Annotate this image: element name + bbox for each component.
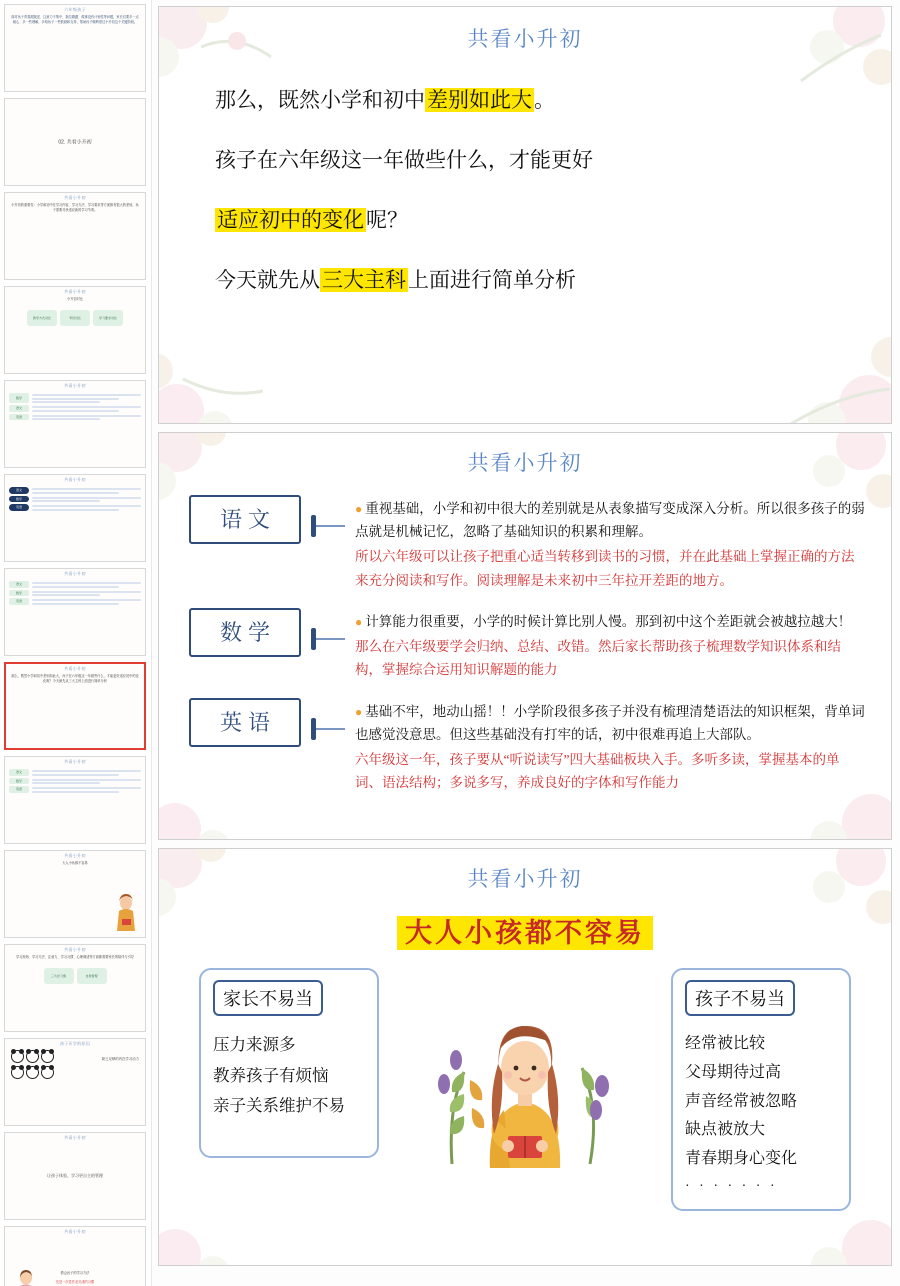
- panda-icon: [26, 1050, 39, 1063]
- thumb-blob: 教学方式对比: [27, 310, 57, 326]
- thumb-row: [9, 414, 141, 421]
- thumb-title: 共看小升初: [64, 477, 86, 482]
- thumb-row: [9, 769, 141, 776]
- panda-icon: [41, 1050, 54, 1063]
- thumb-line: [32, 509, 119, 511]
- subject-detail: 计算能力很重要，小学的时候计算比别人慢。那到初中这个差距就会被越拉越大！: [365, 613, 852, 629]
- list-item: 教养孩子有烦恼: [213, 1065, 329, 1085]
- thumb-lines: [32, 590, 141, 597]
- thumb-tag: 数学: [9, 590, 29, 597]
- list-item: 压力来源多: [213, 1035, 296, 1054]
- list-item: 亲子关系维护不易: [213, 1096, 345, 1116]
- panda-icon: [11, 1050, 24, 1063]
- thumb-line: [32, 586, 119, 588]
- list-item[interactable]: [4, 286, 146, 374]
- thumb-title: 共看小升初: [64, 1229, 86, 1234]
- list-item[interactable]: [4, 1226, 146, 1286]
- list-item[interactable]: [4, 944, 146, 1032]
- thumb-row: [9, 786, 141, 793]
- thumb-tag: 英语: [9, 504, 29, 511]
- text-run: 呢？: [366, 208, 408, 232]
- thumb-center-label: 小升初对比: [67, 297, 83, 301]
- list-item[interactable]: [4, 380, 146, 468]
- list-item[interactable]: [4, 756, 146, 844]
- girl-illustration-icon: [113, 893, 139, 933]
- thumb-row-group: [9, 581, 141, 605]
- thumb-lines: [32, 769, 141, 776]
- text-run: 孩子在六年级这一年做些什么，才能更好: [215, 148, 593, 172]
- banner-text: 大人小孩都不容易: [397, 916, 653, 950]
- thumb-lines: [32, 405, 141, 412]
- thumb-row-group: [9, 487, 141, 511]
- list-item: 经常被比较: [685, 1035, 766, 1052]
- thumb-cover-label: 02. 共看小升初: [58, 139, 92, 146]
- text-run: 上面进行简单分析: [408, 268, 576, 292]
- thumb-line: [32, 505, 141, 507]
- thumb-row: [9, 778, 141, 785]
- thumb-title: 共看小升初: [64, 666, 86, 671]
- slide-3[interactable]: [158, 848, 892, 1266]
- text-run: 今天就先从: [215, 268, 320, 292]
- panda-icon: [26, 1066, 39, 1079]
- thumb-line: [32, 394, 141, 396]
- list-item[interactable]: [4, 98, 146, 186]
- thumb-line: [32, 603, 119, 605]
- thumb-row: [9, 405, 141, 412]
- thumb-note: 先是一次性作业完成的习惯: [55, 1279, 95, 1284]
- thumb-line: [32, 774, 119, 776]
- thumb-line: [32, 406, 141, 408]
- thumb-row: [9, 393, 141, 403]
- page-title: 共看小升初: [467, 27, 583, 51]
- card-list: [213, 1030, 365, 1122]
- thumb-line: [32, 770, 141, 772]
- thumb-tag: 数学: [9, 778, 29, 785]
- panda-icon: [11, 1066, 24, 1079]
- thumb-title: 共看小升初: [64, 383, 86, 388]
- thumb-line: [32, 582, 141, 584]
- subject-detail: 重视基础，小学和初中很大的差别就是从表象描写变成深入分析。所以很多孩子的弱点就是机械记忆，忽略了基础知识的积累和理解。: [355, 501, 865, 540]
- floral-decoration-icon: [719, 285, 892, 424]
- thumb-blob: 学习要求对比: [93, 310, 123, 326]
- list-item[interactable]: [4, 192, 146, 280]
- highlight-run: 差别如此大: [427, 88, 532, 112]
- thumb-lines: [32, 393, 141, 403]
- thumb-line: [32, 401, 100, 403]
- list-item: 父母期待过高: [685, 1063, 782, 1081]
- thumb-tag: 数学: [9, 496, 29, 503]
- thumb-title: 孩子厌学的原因: [59, 1041, 91, 1046]
- thumb-line: [32, 599, 141, 601]
- paragraph: [215, 139, 835, 181]
- thumb-line: [32, 594, 100, 596]
- thumb-blob-group: [5, 310, 145, 326]
- thumb-line: [32, 418, 100, 420]
- subject-label: 数学: [189, 608, 301, 657]
- subject-row-chinese: [189, 495, 865, 592]
- girl-illustration-icon: [430, 968, 620, 1168]
- panda-icon-group: [11, 1066, 145, 1079]
- thumb-line: [32, 791, 119, 793]
- thumb-row: [9, 487, 141, 494]
- subject-detail: 基础不牢，地动山摇！！小学阶段很多孩子并没有梳理清楚语法的知识框架，背单词也感觉没意思。但这些基础没有打牢的话，初中很难再追上大部队。: [355, 703, 865, 742]
- paragraph: [215, 259, 835, 301]
- parent-card: [199, 968, 379, 1158]
- thumb-title: 共看小升初: [64, 947, 86, 952]
- subject-list: [189, 495, 865, 794]
- thumb-blob: 三大好习惯: [44, 968, 74, 984]
- list-item[interactable]: [4, 474, 146, 562]
- thumb-title: 共看小升初: [64, 1135, 86, 1140]
- thumb-row: [9, 598, 141, 605]
- connector-line: [311, 698, 345, 740]
- subject-detail-highlight: 所以六年级可以让孩子把重心适当转移到读书的习惯，并在此基础上掌握正确的方法来充分阅读和写作。阅读理解是未来初中三年拉开差距的地方。: [355, 549, 855, 588]
- list-item: 缺点被放大: [685, 1121, 766, 1139]
- connector-line: [311, 608, 345, 650]
- thumb-center-label: 让孩子体验、学习更自主的管理: [47, 1173, 103, 1178]
- thumb-tag: 语文: [9, 487, 29, 494]
- subject-label: 语文: [189, 495, 301, 544]
- subject-text: [355, 698, 865, 795]
- bullet-icon: ●: [355, 614, 363, 629]
- slide-1-body: [215, 79, 835, 301]
- text-run: 那么，既然小学和初中: [215, 88, 425, 112]
- thumb-row-group: [9, 769, 141, 793]
- thumb-line: [32, 410, 119, 412]
- thumb-tag: 英语: [9, 598, 29, 605]
- bullet-icon: ●: [355, 704, 363, 719]
- thumb-lines: [32, 504, 141, 511]
- thumb-body: 小升初的重要性：小学和初中在学习内容、学习方法、学习要求等方面都有很大的差别，孩子需要尽快适应新的学习节奏。: [11, 203, 139, 212]
- thumb-row: [9, 590, 141, 597]
- thumb-center-label: 教会孩子的学习方法: [60, 1271, 90, 1275]
- page-title: 共看小升初: [467, 867, 583, 891]
- list-item: 声音经常被忽略: [685, 1092, 798, 1110]
- thumb-body: 学习规划、学习方法、注意力、学习习惯、心理调适等方面都需要家长的陪伴与引导: [16, 955, 134, 959]
- paragraph: [215, 199, 835, 241]
- thumb-center-label: 大人小孩都不容易: [62, 861, 88, 865]
- list-item[interactable]: [4, 850, 146, 938]
- text-run: 。: [534, 88, 555, 112]
- list-item-ellipsis: · · · · · · ·: [685, 1178, 778, 1194]
- list-item[interactable]: [4, 4, 146, 92]
- thumb-title: 共看小升初: [64, 195, 86, 200]
- thumb-lines: [32, 598, 141, 605]
- card-title: 孩子不易当: [685, 980, 795, 1016]
- connector-line: [311, 495, 345, 537]
- child-card: [671, 968, 851, 1211]
- thumb-row: [9, 504, 141, 511]
- thumb-tag: 英语: [9, 414, 29, 421]
- thumb-line: [32, 500, 100, 502]
- thumb-line: [32, 488, 141, 490]
- slide-1[interactable]: [158, 6, 892, 424]
- list-item[interactable]: [4, 568, 146, 656]
- list-item: 青春期身心变化: [685, 1150, 798, 1168]
- thumb-note: 缺乏足够的内在学习动力: [101, 1057, 139, 1061]
- thumb-lines: [32, 496, 141, 503]
- panda-icon: [41, 1066, 54, 1079]
- thumb-lines: [32, 786, 141, 793]
- card-list: [685, 1030, 837, 1199]
- thumb-lines: [32, 778, 141, 785]
- thumb-row: [9, 496, 141, 503]
- subject-text: [355, 495, 865, 592]
- thumb-line: [32, 492, 119, 494]
- thumb-tag: 数学: [9, 393, 29, 403]
- thumb-title: 共看小升初: [64, 853, 86, 858]
- card-title: 家长不易当: [213, 980, 323, 1016]
- thumb-tag: 英语: [9, 786, 29, 793]
- thumb-body: 那么，既然小学和初中差别如此大，孩子在六年级这一年做些什么，才能更好适应初中的变化呢？今天就先从三大主科上面进行简单分析: [11, 674, 139, 683]
- thumb-line: [32, 782, 100, 784]
- highlight-run: 适应初中的变化: [217, 208, 364, 232]
- list-item-selected[interactable]: [4, 662, 146, 750]
- thumb-title: 共看小升初: [64, 289, 86, 294]
- thumb-tag: 语文: [9, 581, 29, 588]
- thumb-blob-group: [5, 968, 145, 984]
- slide-editor-pane: [152, 0, 900, 1286]
- girl-reading-icon: [13, 1267, 39, 1286]
- page-title: 共看小升初: [467, 451, 583, 475]
- thumb-title: 共看小升初: [64, 759, 86, 764]
- thumb-line: [32, 591, 141, 593]
- bullet-icon: ●: [355, 502, 363, 516]
- thumb-lines: [32, 487, 141, 494]
- list-item[interactable]: [4, 1132, 146, 1220]
- floral-decoration-icon: [158, 299, 313, 424]
- subject-row-english: [189, 698, 865, 795]
- thumb-body: 面对孩子青春期叛逆、注意力不集中、拖拉磨蹭、做事没有计划性等问题，家长们要多一点耐心、多一些理解，多给孩子一些鼓励和支持，帮助孩子顺利度过小升初这个关键阶段。: [11, 15, 139, 24]
- thumb-line: [32, 398, 119, 400]
- slide-thumbnail-sidebar[interactable]: [0, 0, 152, 1286]
- highlight-run: 三大主科: [322, 268, 406, 292]
- thumb-line: [32, 787, 141, 789]
- subject-text: [355, 608, 865, 682]
- thumb-line: [32, 497, 141, 499]
- thumb-line: [32, 779, 141, 781]
- girl-with-book-illustration: [430, 968, 620, 1168]
- thumb-lines: [32, 581, 141, 588]
- subject-row-math: [189, 608, 865, 682]
- subject-detail-highlight: 六年级这一年，孩子要从“听说读写”四大基础板块入手。多听多读，掌握基本的单词、语法结构；多说多写，养成良好的字体和写作能力: [355, 751, 840, 791]
- subject-label: 英语: [189, 698, 301, 747]
- card-row: [199, 968, 851, 1211]
- thumb-blob: 考试对比: [60, 310, 90, 326]
- paragraph: [215, 79, 835, 121]
- thumb-tag: 语文: [9, 405, 29, 412]
- thumb-tag: 语文: [9, 769, 29, 776]
- subject-detail-highlight: 那么在六年级要学会归纳、总结、改错。然后家长帮助孩子梳理数学知识体系和结构，掌握综合运用知识解题的能力: [355, 639, 841, 678]
- thumb-line: [32, 415, 141, 417]
- banner-heading: [159, 911, 891, 950]
- thumb-blob: 自我管理: [77, 968, 107, 984]
- thumb-row: [9, 581, 141, 588]
- list-item[interactable]: [4, 1038, 146, 1126]
- thumb-row-group: [9, 393, 141, 420]
- thumb-title: 六年级孩子: [64, 7, 86, 12]
- slide-2[interactable]: [158, 432, 892, 840]
- thumb-title: 共看小升初: [64, 571, 86, 576]
- thumb-lines: [32, 414, 141, 421]
